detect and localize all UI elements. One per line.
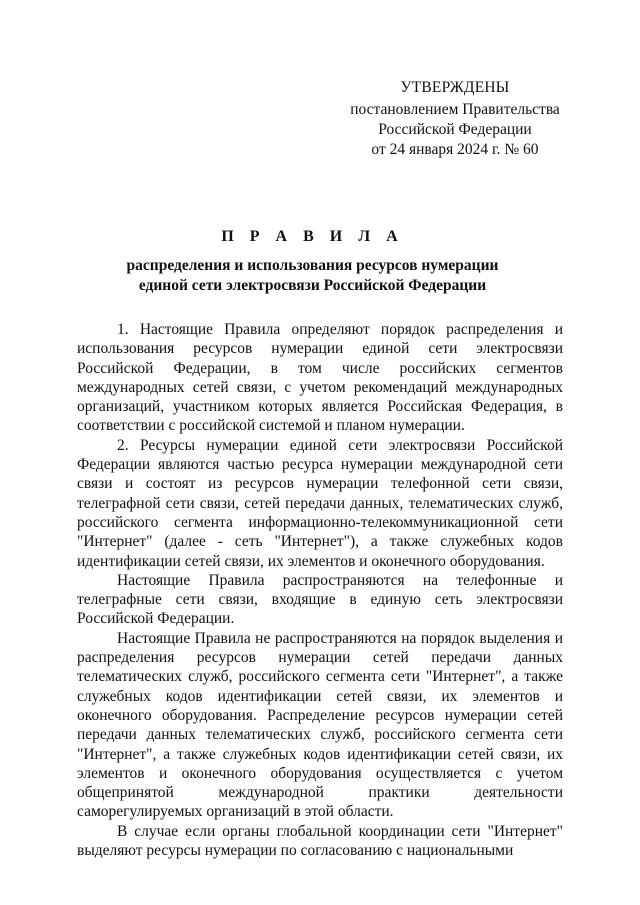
paragraph-3: Настоящие Правила распространяются на телефонные и телеграфные сети связи, входящие в единую сеть электросвязи Российской Федерации. [77,571,563,628]
paragraph-4: Настоящие Правила не распространяются на порядок выделения и распределения ресурсов нумерации сетей передачи данных телематических служб, российского сегмента сети "Интернет", а также служебных кодов идентификации сетей связи, их элементов и оконечного оборудования. Распределение ресурсов нумерации сетей передачи данных телематических служб, российского сегмента сети "Интернет", а также служебных кодов идентификации сетей связи, их элементов и оконечного оборудования осуществляется с учетом общепринятой международной практики деятельности саморегулируемых организаций в этой области. [77,629,563,821]
approval-stamp [300,78,610,160]
paragraph-1: 1. Настоящие Правила определяют порядок распределения и использования ресурсов нумерации единой сети электросвязи Российской Федерации, в том числе российских сегментов международных сетей связи, с учетом рекомендаций международных организаций, участником которых является Российская Федерация, в соответствии с российской системой и планом нумерации. [77,321,563,435]
approval-line-1: постановлением Правительства [350,101,560,118]
paragraph-2: 2. Ресурсы нумерации единой сети электросвязи Российской Федерации являются частью ресурса нумерации международной сети связи и состоят из ресурсов нумерации телефонной сети связи, телеграфной сети связи, сетей передачи данных, телематических служб, российского сегмента информационно-телекоммуникационной сети "Интернет" (далее - сеть "Интернет"), а также служебных кодов идентификации сетей связи, их элементов и оконечного оборудования. [77,436,563,570]
document-title: П Р А В И Л А [221,228,404,245]
document-subtitle-line-1: распределения и использования ресурсов нумерации [126,257,499,274]
paragraph-5: В случае если органы глобальной координации сети "Интернет" выделяют ресурсы нумерации по согласованию с национальными [77,822,563,860]
approval-line-3: от 24 января 2024 г. № 60 [371,141,539,158]
approved-label: УТВЕРЖДЕНЫ [400,79,510,96]
document-body [77,320,563,860]
approval-line-2: Российской Федерации [378,121,532,138]
document-heading [60,227,565,296]
document-subtitle-line-2: единой сети электросвязи Российской Федерации [138,277,487,294]
